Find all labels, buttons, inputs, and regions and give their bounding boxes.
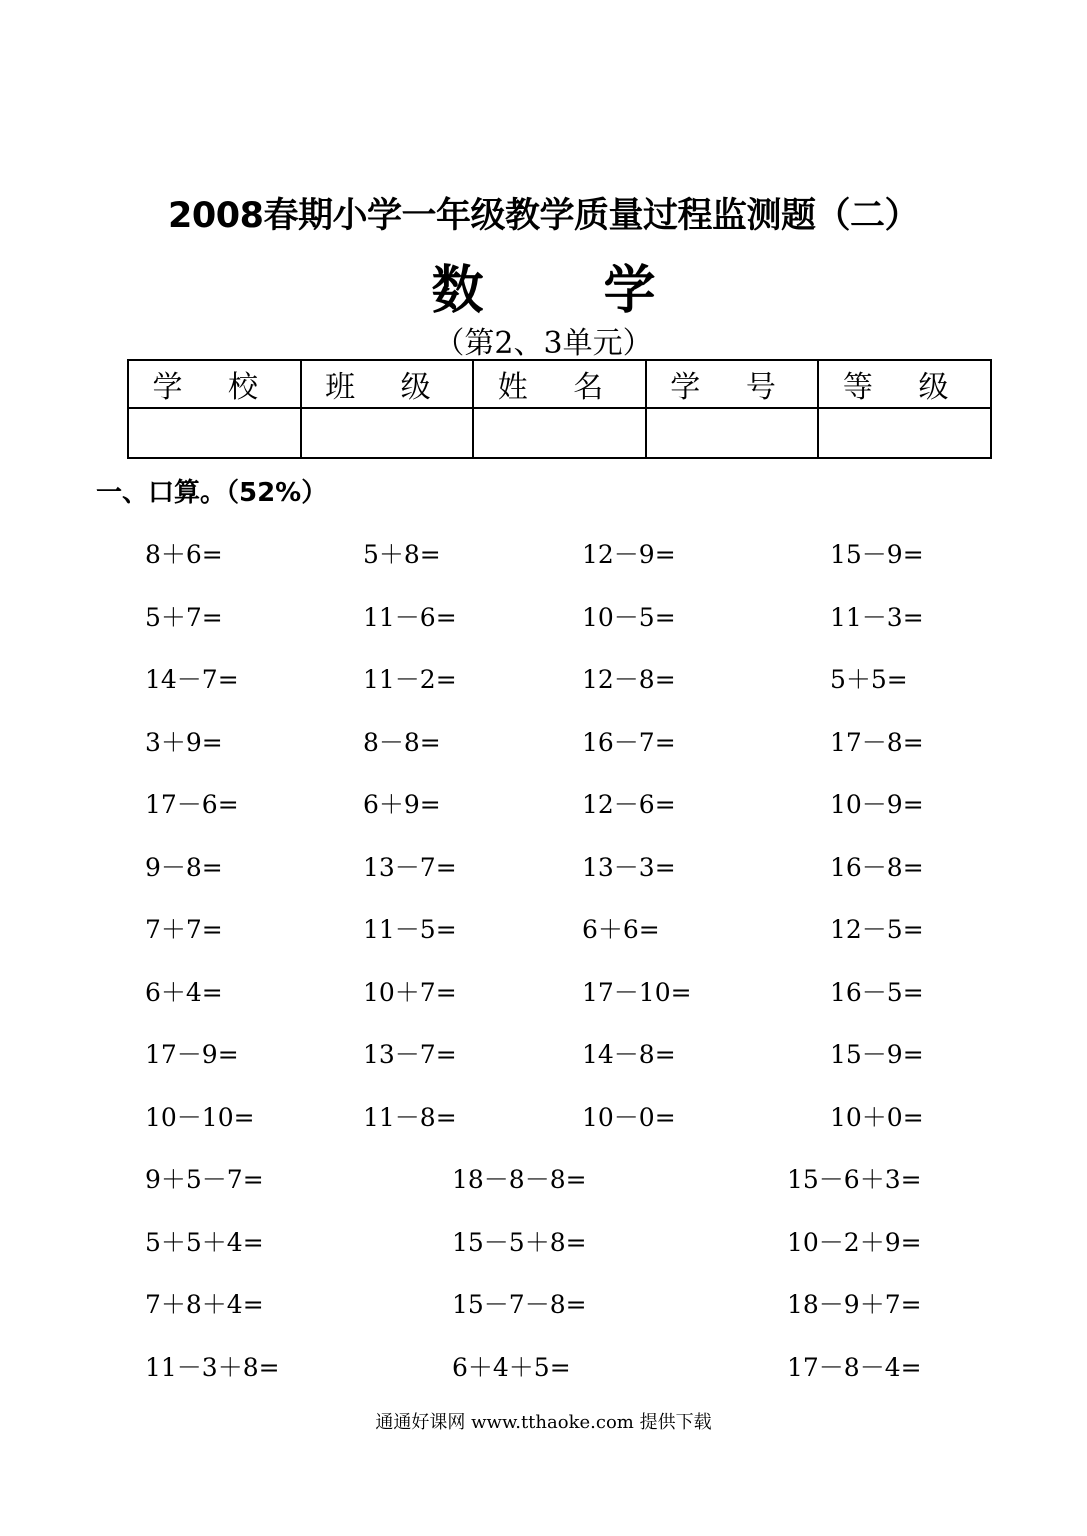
arithmetic-problem: 5＋8= (363, 540, 441, 569)
arithmetic-problem: 5＋5= (830, 665, 908, 694)
info-blank-row (128, 408, 991, 458)
arithmetic-problem: 11－8= (363, 1102, 457, 1132)
school-field[interactable] (128, 408, 301, 458)
arithmetic-problem: 12－6= (582, 790, 676, 819)
header-school: 学 校 (128, 360, 301, 408)
arithmetic-problem: 17－6= (145, 790, 239, 819)
arithmetic-problem: 16－5= (830, 977, 924, 1007)
name-field[interactable] (473, 408, 646, 458)
info-header-row (128, 360, 991, 408)
arithmetic-problem: 10－0= (582, 1102, 676, 1132)
arithmetic-problem: 6＋4= (145, 977, 223, 1007)
section-heading: 一、口算。（52%） (96, 478, 328, 508)
arithmetic-problem: 17－10= (582, 977, 692, 1007)
arithmetic-problem: 12－5= (830, 915, 924, 944)
arithmetic-problem: 6＋6= (582, 915, 660, 944)
compound-arithmetic-problem: 18－9＋7= (787, 1290, 922, 1319)
compound-arithmetic-problem: 18－8－8= (452, 1165, 587, 1194)
student-id-field[interactable] (646, 408, 819, 458)
arithmetic-problem: 8＋6= (145, 540, 223, 569)
arithmetic-problem: 14－8= (582, 1040, 676, 1069)
arithmetic-problem: 11－5= (363, 915, 457, 944)
arithmetic-problem: 11－2= (363, 665, 457, 694)
arithmetic-problem: 17－9= (145, 1040, 239, 1069)
arithmetic-problem: 17－8= (830, 727, 924, 757)
arithmetic-problem: 12－8= (582, 665, 676, 694)
arithmetic-problem: 13－7= (363, 1040, 457, 1069)
grade-field[interactable] (818, 408, 991, 458)
arithmetic-problem: 15－9= (830, 1040, 924, 1069)
arithmetic-problem: 12－9= (582, 540, 676, 569)
arithmetic-problem: 11－3= (830, 602, 924, 632)
class-field[interactable] (301, 408, 474, 458)
header-class: 班 级 (301, 360, 474, 408)
arithmetic-problem: 10＋7= (363, 977, 457, 1007)
compound-arithmetic-problem: 15－5＋8= (452, 1227, 587, 1257)
arithmetic-problem: 14－7= (145, 665, 239, 694)
subject-char-1: 数 (431, 261, 484, 321)
arithmetic-problem: 13－3= (582, 852, 676, 882)
arithmetic-problem: 7＋7= (145, 915, 223, 944)
header-grade: 等 级 (818, 360, 991, 408)
arithmetic-problem: 15－9= (830, 540, 924, 569)
arithmetic-problem: 16－8= (830, 852, 924, 882)
arithmetic-problem: 9－8= (145, 852, 223, 882)
arithmetic-problem: 10－9= (830, 790, 924, 819)
compound-arithmetic-problem: 17－8－4= (787, 1352, 922, 1382)
arithmetic-problem: 8－8= (363, 727, 441, 757)
exam-title: 2008春期小学一年级教学质量过程监测题（二） (168, 196, 919, 236)
footer-text: 通通好课网 www.tthaoke.com 提供下载 (375, 1412, 712, 1433)
compound-arithmetic-problem: 11－3＋8= (145, 1352, 280, 1382)
compound-arithmetic-problem: 15－6＋3= (787, 1165, 922, 1194)
arithmetic-problem: 6＋9= (363, 790, 441, 819)
units-subtitle: （第2、3单元） (434, 326, 653, 361)
header-name: 姓 名 (473, 360, 646, 408)
compound-arithmetic-problem: 9＋5－7= (145, 1165, 264, 1194)
header-student-id: 学 号 (646, 360, 819, 408)
arithmetic-problem: 10－5= (582, 602, 676, 632)
arithmetic-problem: 5＋7= (145, 602, 223, 632)
compound-arithmetic-problem: 15－7－8= (452, 1290, 587, 1319)
arithmetic-problem: 3＋9= (145, 727, 223, 757)
compound-arithmetic-problem: 7＋8＋4= (145, 1290, 264, 1319)
arithmetic-problem: 13－7= (363, 852, 457, 882)
arithmetic-problem: 16－7= (582, 727, 676, 757)
arithmetic-problem: 10－10= (145, 1102, 255, 1132)
subject-char-2: 学 (603, 261, 656, 321)
compound-arithmetic-problem: 5＋5＋4= (145, 1227, 264, 1257)
arithmetic-problem: 11－6= (363, 602, 457, 632)
arithmetic-problem: 10＋0= (830, 1102, 924, 1132)
compound-arithmetic-problem: 10－2＋9= (787, 1227, 922, 1257)
student-info-table (127, 359, 992, 459)
compound-arithmetic-problem: 6＋4＋5= (452, 1352, 571, 1382)
subject-title (0, 248, 1087, 323)
